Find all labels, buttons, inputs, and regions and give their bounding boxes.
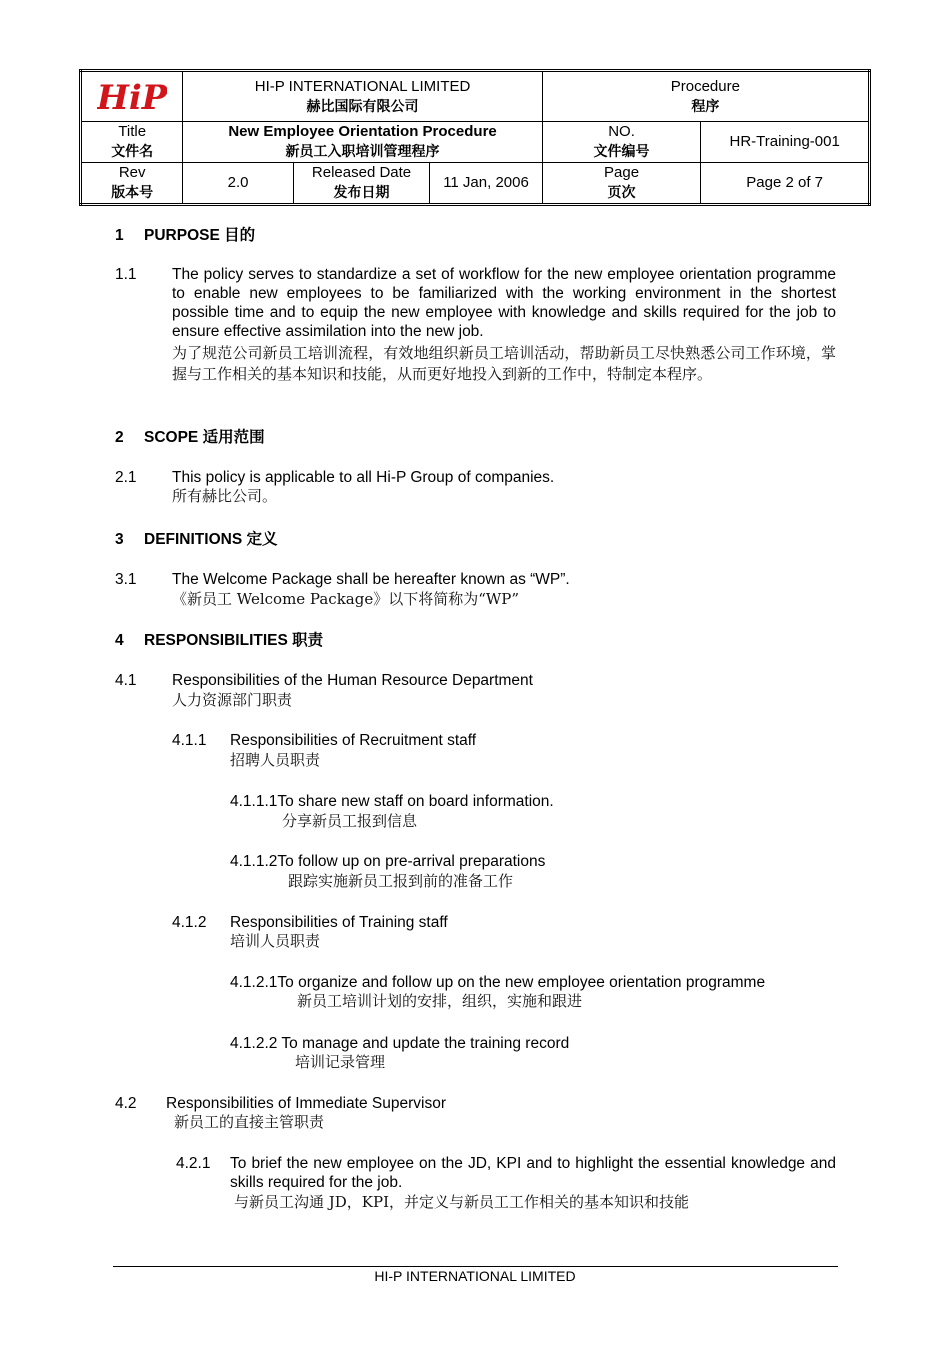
clause-3-1-number: 3.1: [115, 571, 137, 588]
clause-4-1-2-2-text-cn: 培训记录管理: [295, 1053, 386, 1071]
clause-4-1-2-text-en: Responsibilities of Training staff: [230, 914, 448, 931]
clause-4-1-2-text-cn: 培训人员职责: [230, 932, 321, 950]
clause-1-1-number: 1.1: [115, 266, 137, 283]
released-label-cell: [293, 163, 430, 205]
document-header-table: [79, 69, 871, 206]
clause-4-2-number: 4.2: [115, 1095, 137, 1112]
doc-title-cell: [183, 122, 542, 163]
clause-2-1-text-cn: 所有赫比公司。: [172, 487, 278, 505]
clause-4-1-1-1-text-en: 4.1.1.1To share new staff on board information.: [230, 793, 554, 810]
section-1-heading: PURPOSE 目的: [144, 227, 256, 244]
company-name-en: HI-P INTERNATIONAL LIMITED: [254, 77, 471, 95]
svg-text:HiP: HiP: [97, 77, 168, 118]
clause-1-1-text-en: The policy serves to standardize a set of workflow for the new employee orientation programme to enable new employees to be familiarized with the working environment in the shortest possible time and to equip the new employee with knowledge and skills required for the job to ensure effective assimilation into the new job.: [172, 266, 836, 340]
footer-company-name: HI-P INTERNATIONAL LIMITED: [374, 1268, 576, 1284]
hip-logo-icon: [97, 76, 167, 118]
clause-4-1-1-text-en: Responsibilities of Recruitment staff: [230, 732, 477, 749]
clause-4-1-text-en: Responsibilities of the Human Resource Department: [172, 672, 533, 689]
page-label-cell: [542, 163, 701, 205]
clause-4-1-2-2-text-en: 4.1.2.2 To manage and update the training record: [230, 1035, 570, 1052]
clause-4-1-1-number: 4.1.1: [172, 732, 207, 749]
clause-4-2-1-text-cn: 与新员工沟通 JD，KPI，并定义与新员工工作相关的基本知识和技能: [234, 1193, 690, 1211]
clause-4-1-1-2-text-cn: 跟踪实施新员工报到前的准备工作: [288, 872, 514, 890]
clause-3-1-text-cn: 《新员工 Welcome Package》以下将简称为“WP”: [172, 590, 520, 608]
footer-rule: [113, 1266, 838, 1267]
doc-no-label-cell: [542, 122, 701, 163]
released-date-value: 11 Jan, 2006: [430, 163, 542, 205]
clause-2-1-text-en: This policy is applicable to all Hi-P Group of companies.: [172, 469, 555, 486]
rev-label-cn: 版本号: [111, 185, 154, 201]
clause-4-1-1-text-cn: 招聘人员职责: [230, 751, 321, 769]
rev-label-en: Rev: [118, 164, 146, 181]
title-label-cell: [81, 122, 183, 163]
released-label-cn: 发布日期: [333, 185, 390, 201]
doc-type-cell: [542, 71, 869, 122]
released-label-en: Released Date: [311, 164, 412, 181]
clause-4-1-1-1-text-cn: 分享新员工报到信息: [282, 812, 418, 830]
rev-value: 2.0: [183, 163, 293, 205]
section-2-number: 2: [115, 429, 124, 446]
doc-title-en: New Employee Orientation Procedure: [228, 123, 497, 140]
company-name-cn: 赫比国际有限公司: [306, 98, 419, 115]
section-1-number: 1: [115, 227, 124, 244]
clause-1-1-text-cn: 为了规范公司新员工培训流程，有效地组织新员工培训活动，帮助新员工尽快熟悉公司工作环境，掌握与工作相关的基本知识和技能，从而更好地投入到新的工作中，特制定本程序。: [172, 344, 836, 383]
doc-title-cn: 新员工入职培训管理程序: [285, 144, 440, 160]
page-label-en: Page: [604, 164, 640, 181]
doc-type-cn: 程序: [691, 98, 720, 115]
page-label-cn: 页次: [607, 185, 636, 201]
clause-3-1-text-en: The Welcome Package shall be hereafter known as “WP”.: [172, 571, 570, 588]
clause-4-1-2-1-text-cn: 新员工培训计划的安排，组织，实施和跟进: [297, 992, 583, 1010]
section-3-number: 3: [115, 531, 124, 548]
doc-no-value: HR-Training-001: [701, 122, 870, 163]
company-name-cell: [183, 71, 542, 122]
title-label-cn: 文件名: [111, 144, 154, 160]
clause-4-2-text-en: Responsibilities of Immediate Supervisor: [166, 1095, 446, 1112]
section-2-heading: SCOPE 适用范围: [144, 429, 265, 446]
section-3-heading: DEFINITIONS 定义: [144, 531, 278, 548]
clause-4-1-2-number: 4.1.2: [172, 914, 207, 931]
clause-2-1-number: 2.1: [115, 469, 137, 486]
clause-4-1-number: 4.1: [115, 672, 137, 689]
doc-no-label-cn: 文件编号: [593, 144, 650, 160]
doc-no-label-en: NO.: [608, 123, 635, 140]
doc-type-en: Procedure: [670, 77, 740, 95]
clause-4-1-text-cn: 人力资源部门职责: [172, 691, 293, 709]
clause-4-1-2-1-text-en: 4.1.2.1To organize and follow up on the new employee orientation programme: [230, 974, 766, 991]
company-logo: [81, 71, 183, 122]
title-label-en: Title: [118, 123, 147, 140]
clause-4-2-1-text-en: To brief the new employee on the JD, KPI and to highlight the essential knowledge and skills required for the job.: [230, 1155, 836, 1191]
clause-4-2-text-cn: 新员工的直接主管职责: [174, 1113, 325, 1131]
section-4-heading: RESPONSIBILITIES 职责: [144, 632, 324, 649]
section-4-number: 4: [115, 632, 124, 649]
clause-4-2-1-number: 4.2.1: [176, 1155, 211, 1172]
page-value: Page 2 of 7: [701, 163, 870, 205]
clause-4-1-1-2-text-en: 4.1.1.2To follow up on pre-arrival preparations: [230, 853, 546, 870]
rev-label-cell: [81, 163, 183, 205]
